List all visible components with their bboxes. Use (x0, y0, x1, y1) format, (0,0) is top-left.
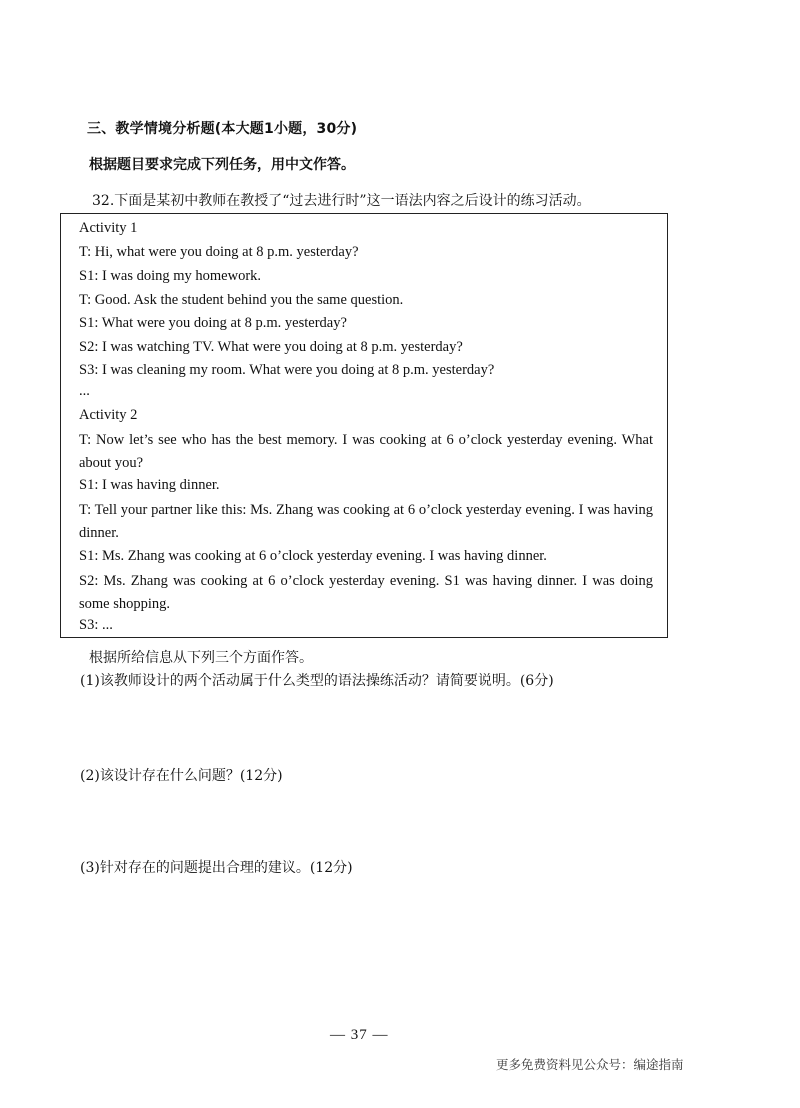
dialog-line: S1: I was doing my homework. (79, 268, 262, 284)
dialog-line: S2: Ms. Zhang was cooking at 6 o’clock yesterday evening. S1 was having dinner. I was doing some shopping. (79, 573, 653, 612)
answer-intro: 根据所给信息从下列三个方面作答。 (89, 650, 313, 666)
dialog-line: T: Good. Ask the student behind you the same question. (79, 292, 404, 308)
dialog-line: S1: Ms. Zhang was cooking at 6 o’clock yesterday evening. I was having dinner. (79, 548, 547, 564)
sub-question-2: (2)该设计存在什么问题？(12分) (80, 768, 283, 784)
activity1-heading: Activity 1 (79, 220, 138, 236)
dialog-line: S3: ... (79, 617, 113, 633)
page-number: — 37 — (330, 1027, 389, 1043)
dialog-line: S1: I was having dinner. (79, 477, 220, 493)
activity2-heading: Activity 2 (79, 407, 138, 423)
dialog-ellipsis: ... (79, 383, 90, 399)
sub-question-3: (3)针对存在的问题提出合理的建议。(12分) (80, 860, 353, 876)
question-stem: 32.下面是某初中教师在教授了“过去进行时”这一语法内容之后设计的练习活动。 (92, 193, 591, 209)
dialog-line: T: Now let’s see who has the best memory. I was cooking at 6 o’clock yesterday evening. What about you? (79, 432, 653, 471)
footer-note: 更多免费资料见公众号：编途指南 (496, 1057, 684, 1072)
dialog-line: T: Tell your partner like this: Ms. Zhang was cooking at 6 o’clock yesterday evening. I was having dinner. (79, 502, 653, 541)
dialog-line: S1: What were you doing at 8 p.m. yesterday? (79, 315, 347, 331)
dialog-line: S2: I was watching TV. What were you doing at 8 p.m. yesterday? (79, 339, 463, 355)
dialog-line: S3: I was cleaning my room. What were you doing at 8 p.m. yesterday? (79, 362, 495, 378)
dialog-line: T: Hi, what were you doing at 8 p.m. yesterday? (79, 244, 359, 260)
section-title: 三、教学情境分析题(本大题1小题，30分) (87, 121, 358, 137)
sub-question-1: (1)该教师设计的两个活动属于什么类型的语法操练活动？请简要说明。(6分) (80, 673, 554, 689)
instruction-text: 根据题目要求完成下列任务，用中文作答。 (89, 157, 355, 173)
